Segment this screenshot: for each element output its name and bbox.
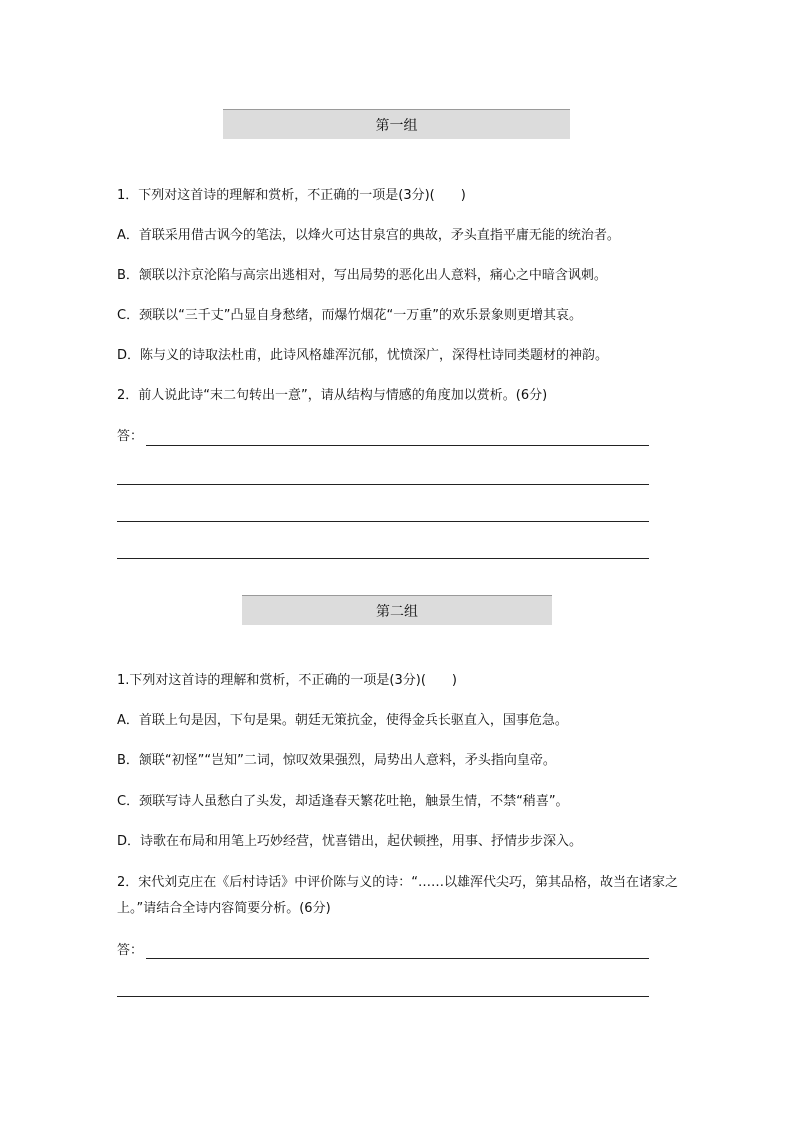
group-2-answer-line-2[interactable] — [117, 996, 649, 997]
group-2-option-b: B．颔联“初怪”“岂知”二词，惊叹效果强烈，局势出人意料，矛头指向皇帝。 — [117, 753, 556, 768]
group-2-header — [242, 595, 552, 625]
group-1-answer-line-4[interactable] — [117, 558, 649, 559]
group-2-question-2: 2．宋代刘克庄在《后村诗话》中评价陈与义的诗：“……以雄浑代尖巧，第其品格，故当在诸家之上。”请结合全诗内容简要分析。(6分) — [117, 875, 679, 916]
group-1-option-a: A．首联采用借古讽今的笔法，以烽火可达甘泉宫的典故，矛头直指平庸无能的统治者。 — [117, 228, 620, 243]
group-1-option-c: C．颈联以“三千丈”凸显自身愁绪，而爆竹烟花“一万重”的欢乐景象则更增其哀。 — [117, 308, 583, 323]
group-2-question-1: 1.下列对这首诗的理解和赏析，不正确的一项是(3分)( ) — [117, 673, 457, 688]
group-1-option-d: D．陈与义的诗取法杜甫，此诗风格雄浑沉郁，忧愤深广，深得杜诗同类题材的神韵。 — [117, 348, 609, 363]
group-1-question-1: 1．下列对这首诗的理解和赏析，不正确的一项是(3分)( ) — [117, 188, 466, 203]
group-1-title: 第一组 — [375, 117, 418, 134]
group-1-question-2: 2．前人说此诗“末二句转出一意”，请从结构与情感的角度加以赏析。(6分) — [117, 388, 548, 403]
group-1-option-b: B．颔联以汴京沦陷与高宗出逃相对，写出局势的恶化出人意料，痛心之中暗含讽刺。 — [117, 268, 607, 283]
group-2-option-a: A．首联上句是因，下句是果。朝廷无策抗金，使得金兵长驱直入，国事危急。 — [117, 713, 568, 728]
group-1-answer-label: 答： — [117, 429, 144, 444]
group-2-title: 第二组 — [376, 603, 418, 620]
group-2-answer-label: 答： — [117, 943, 144, 958]
group-1-header — [223, 109, 570, 139]
group-2-answer-line-1[interactable] — [146, 958, 649, 959]
group-1-answer-line-2[interactable] — [117, 484, 649, 485]
group-1-answer-line-3[interactable] — [117, 521, 649, 522]
group-2-option-d: D．诗歌在布局和用笔上巧妙经营，忧喜错出，起伏顿挫，用事、抒情步步深入。 — [117, 834, 583, 849]
group-2-option-c: C．颈联写诗人虽愁白了头发，却适逢春天繁花吐艳，触景生情，不禁“稍喜”。 — [117, 794, 569, 809]
group-1-answer-line-1[interactable] — [146, 445, 649, 446]
